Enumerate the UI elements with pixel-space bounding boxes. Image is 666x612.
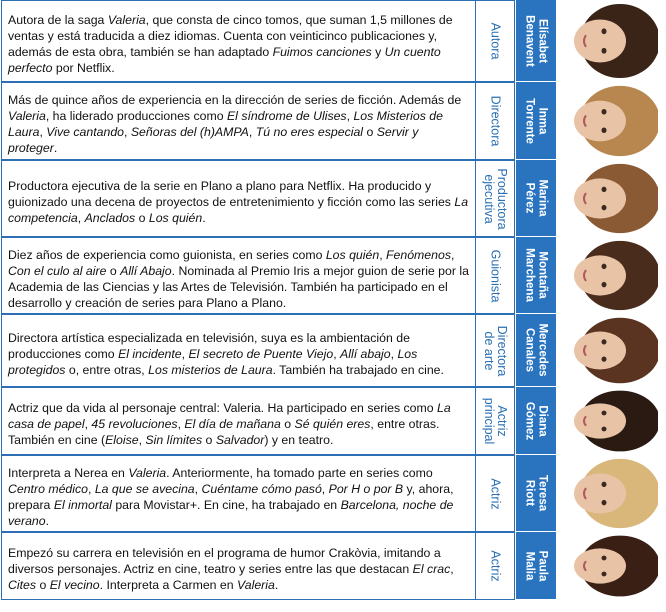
person-name [524, 179, 549, 216]
first-name: Teresa [536, 474, 549, 512]
first-name: Montaña [536, 251, 549, 299]
person-name [524, 98, 549, 144]
description-segment: Directora artística especializada en televisión, suya es la ambientación de producciones como [8, 330, 410, 361]
portrait-graphic [558, 389, 658, 453]
description-segment: y, ahora, prepara [8, 481, 454, 512]
face-shape [574, 403, 626, 438]
description-segment: La que se avecina [94, 481, 195, 496]
portrait-photo [558, 239, 658, 312]
name-cell [516, 0, 556, 82]
description-segment: 45 revoluciones [91, 417, 178, 431]
portrait-photo [558, 457, 658, 530]
role-cell [475, 237, 515, 314]
description-segment: Cuéntame cómo pasó [201, 481, 322, 496]
description-segment: Valeria [107, 13, 146, 27]
eye-shape [602, 28, 607, 34]
description-segment: El día de mañana [184, 417, 281, 431]
profile-description [1, 314, 475, 387]
description-segment: El incidente [118, 346, 182, 361]
description-text [8, 400, 469, 448]
role-line-1: Actriz [488, 550, 503, 582]
description-segment: Valeria [128, 465, 167, 480]
first-name: Diana [536, 404, 549, 437]
description-segment: , que consta de cinco tomos, que suman 1,5 millones de ventas y está traducida a diez idiomas. Cuenta con veinticinco publicaciones y, además de esta obra, también se han adaptado [8, 13, 453, 59]
description-segment: Eloise [105, 433, 139, 447]
profile-row [0, 160, 666, 237]
eye-shape [602, 427, 607, 432]
first-name: Mercedes [536, 323, 549, 377]
role-line-1: Directora [488, 95, 503, 147]
portrait-graphic [558, 316, 658, 385]
description-segment: Tú no eres especial [255, 125, 364, 139]
person-name [524, 401, 549, 439]
role-line-1: Productora [495, 167, 509, 230]
description-segment: Los quién [325, 247, 380, 262]
person-name [524, 323, 549, 376]
description-segment: La casa de papel [8, 401, 451, 431]
eye-shape [602, 411, 607, 416]
role-label [489, 550, 502, 581]
name-cell [516, 455, 556, 532]
description-segment: El secreto de Puente Viejo [188, 346, 334, 361]
description-segment: . [274, 578, 279, 592]
description-segment: o [135, 210, 149, 225]
description-segment: Por H o por B [328, 481, 404, 496]
profile-row [0, 532, 666, 600]
description-segment: . Nominada al Premio Iris a mejor guion de serie por la Academia de las Ciencias y las Artes de Televisión. También ha participado en el desarrollo y creación de series para Plano a Plano. [8, 263, 469, 310]
role-label [482, 325, 508, 376]
role-line-2: principal [482, 397, 496, 445]
portrait-graphic [558, 2, 658, 80]
description-segment: , [87, 481, 95, 496]
description-segment: Señoras del (h)AMPA [130, 125, 249, 139]
profile-row [0, 387, 666, 455]
description-text [8, 92, 469, 156]
profile-row [0, 82, 666, 160]
last-name: Pérez [524, 182, 536, 214]
description-segment: , [84, 417, 92, 431]
description-segment: Servir y proteger [8, 125, 419, 155]
description-segment: Salvador [215, 433, 265, 447]
description-segment: Diez años de experiencia como guionista, en series como [8, 247, 326, 262]
description-segment: , entre otras. También en cine ( [8, 417, 440, 447]
last-name: Canales [524, 327, 536, 373]
description-segment: Barcelona, noche de verano [8, 497, 454, 528]
description-segment: . Interpreta a Carmen en [99, 578, 238, 592]
eye-shape [602, 357, 607, 362]
description-segment: Cites [8, 578, 37, 592]
person-name [524, 248, 549, 302]
person-name [524, 15, 549, 67]
face-shape [574, 178, 626, 218]
profile-row [0, 0, 666, 82]
description-segment: , [450, 247, 455, 262]
description-text [8, 247, 469, 311]
role-label [482, 168, 508, 229]
profile-row [0, 314, 666, 387]
description-segment: Valeria [237, 578, 275, 592]
description-segment: Centro médico [8, 481, 88, 496]
eye-shape [602, 48, 607, 54]
eye-shape [602, 264, 607, 269]
description-segment: Un cuento perfecto [8, 45, 441, 75]
first-name: Inma [536, 107, 549, 134]
description-segment: Allí abajo [340, 346, 391, 361]
description-segment: ) y en teatro. [264, 433, 334, 447]
role-label [489, 249, 502, 302]
description-segment: , [124, 125, 131, 139]
role-cell [475, 0, 515, 82]
description-segment: , [194, 481, 202, 496]
description-segment: Anclados [84, 210, 136, 225]
role-line-1: Actriz [495, 405, 509, 437]
description-segment: , [346, 109, 354, 123]
portrait-photo [558, 316, 658, 385]
description-segment: . También ha trabajado en cine. [272, 362, 444, 377]
description-segment: o [202, 433, 216, 447]
portrait-graphic [558, 457, 658, 530]
description-segment: , [379, 247, 387, 262]
portrait-photo [558, 84, 658, 158]
last-name: Malia [524, 551, 536, 580]
description-segment: Empezó su carrera en televisión en el programa de humor Crakòvia, imitando a diversos personajes. Actriz en cine, teatro y series entre las que destacan [8, 546, 441, 576]
description-segment: El vecino [49, 578, 100, 592]
role-line-1: Directora [495, 325, 509, 376]
description-text [8, 12, 469, 76]
first-name: Elísabet [536, 18, 549, 63]
eye-shape [602, 187, 607, 192]
description-segment: El síndrome de Ulises [226, 109, 347, 123]
role-line-1: Autora [488, 22, 503, 60]
eye-shape [602, 482, 607, 487]
description-segment: Autora de la saga [8, 13, 108, 27]
description-text [8, 545, 469, 593]
face-shape [574, 101, 626, 142]
portrait-graphic [558, 239, 658, 312]
face-shape [574, 473, 626, 513]
description-segment: o, entre otras, [65, 362, 149, 377]
eye-shape [602, 500, 607, 505]
last-name: Benavent [524, 14, 536, 67]
face-shape [574, 255, 626, 295]
face-shape [574, 548, 626, 583]
profile-description [1, 160, 475, 237]
description-segment: , [138, 433, 146, 447]
description-segment: o [106, 263, 121, 278]
description-segment: , [77, 210, 85, 225]
profile-description [1, 237, 475, 314]
name-cell [516, 237, 556, 314]
description-segment: La competencia [8, 194, 469, 225]
description-segment: y [371, 45, 385, 59]
description-segment: Los misterios de Laura [148, 362, 273, 377]
description-segment: Los quién [148, 210, 203, 225]
description-segment: o [363, 125, 377, 139]
eye-shape [602, 556, 607, 561]
eye-shape [602, 282, 607, 287]
profile-row [0, 455, 666, 532]
description-segment: , [177, 417, 185, 431]
description-segment: Vive cantando [46, 125, 125, 139]
description-segment: Fenómenos [386, 247, 451, 262]
role-label [489, 478, 502, 509]
portrait-photo [558, 389, 658, 453]
description-segment: o [280, 417, 295, 431]
portrait-photo [558, 534, 658, 598]
description-text [8, 330, 469, 378]
last-name: Gómez [524, 401, 536, 440]
first-name: Paula [536, 550, 549, 581]
portrait-graphic [558, 162, 658, 235]
role-line-2: de arte [482, 331, 496, 370]
person-name [524, 475, 549, 511]
role-cell [475, 82, 515, 160]
last-name: Marchena [524, 248, 536, 302]
eye-shape [602, 109, 607, 115]
portrait-photo [558, 162, 658, 235]
description-segment: Actriz que da vida al personaje central: Valeria. Ha participado en series como [8, 401, 438, 415]
eye-shape [602, 205, 607, 210]
role-cell [475, 455, 515, 532]
name-cell [516, 314, 556, 387]
description-segment: , [39, 125, 47, 139]
description-segment: Los Misterios de Laura [8, 109, 443, 139]
role-label [489, 23, 502, 60]
description-segment: Más de quince años de experiencia en la dirección de series de ficción. Además de [8, 93, 462, 107]
profile-description [1, 0, 475, 82]
description-segment: . [53, 141, 58, 155]
eye-shape [602, 339, 607, 344]
description-segment: . [202, 210, 206, 225]
description-segment: , [450, 562, 454, 576]
eye-shape [602, 127, 607, 133]
role-label [482, 398, 508, 445]
description-segment: , [333, 346, 341, 361]
description-segment: o [36, 578, 50, 592]
description-segment: , [181, 346, 189, 361]
profile-description [1, 532, 475, 600]
first-name: Marina [536, 179, 549, 217]
description-segment: Sé quién eres [294, 417, 371, 431]
role-cell [475, 160, 515, 237]
description-segment: , ha liderado producciones como [45, 109, 227, 123]
description-segment: , [321, 481, 329, 496]
description-segment: Sin límites [145, 433, 203, 447]
description-text [8, 178, 469, 226]
description-segment: Productora ejecutiva de la serie en Plano a plano para Netflix. Ha producido y guionizado una decena de proyectos de entretenimiento y ficción como las series [8, 178, 455, 209]
role-line-1: Guionista [488, 249, 503, 302]
last-name: Riott [524, 479, 536, 507]
person-name [524, 550, 549, 581]
profile-row [0, 237, 666, 314]
eye-shape [602, 572, 607, 577]
description-segment: . Anteriormente, ha tomado parte en series como [166, 465, 433, 480]
profile-description [1, 455, 475, 532]
role-line-2: ejecutiva [482, 173, 496, 224]
portrait-graphic [558, 84, 658, 158]
description-segment: , [390, 346, 398, 361]
portrait-photo [558, 2, 658, 80]
description-segment: Los protegidos [8, 346, 418, 377]
profile-description [1, 82, 475, 160]
description-segment: Interpreta a Nerea en [8, 465, 129, 480]
role-cell [475, 532, 515, 600]
face-shape [574, 20, 626, 63]
description-segment: para Movistar+. En cine, ha trabajado en [111, 497, 341, 512]
description-text [8, 465, 469, 529]
description-segment: , [248, 125, 256, 139]
face-shape [574, 332, 626, 370]
description-segment: Fuimos canciones [272, 45, 372, 59]
last-name: Torrente [524, 97, 536, 144]
profile-description [1, 387, 475, 455]
description-segment: por Netflix. [52, 61, 115, 75]
portrait-graphic [558, 534, 658, 598]
role-line-1: Actriz [488, 477, 503, 510]
description-segment: Con el culo al aire [8, 263, 107, 278]
name-cell [516, 387, 556, 455]
description-segment: Allí Abajo [120, 263, 172, 278]
description-segment: . [45, 513, 50, 528]
description-segment: El inmortal [53, 497, 112, 512]
role-cell [475, 387, 515, 455]
name-cell [516, 532, 556, 600]
description-segment: El crac [412, 562, 451, 576]
name-cell [516, 160, 556, 237]
name-cell [516, 82, 556, 160]
role-label [489, 96, 502, 147]
role-cell [475, 314, 515, 387]
description-segment: Valeria [8, 109, 46, 123]
